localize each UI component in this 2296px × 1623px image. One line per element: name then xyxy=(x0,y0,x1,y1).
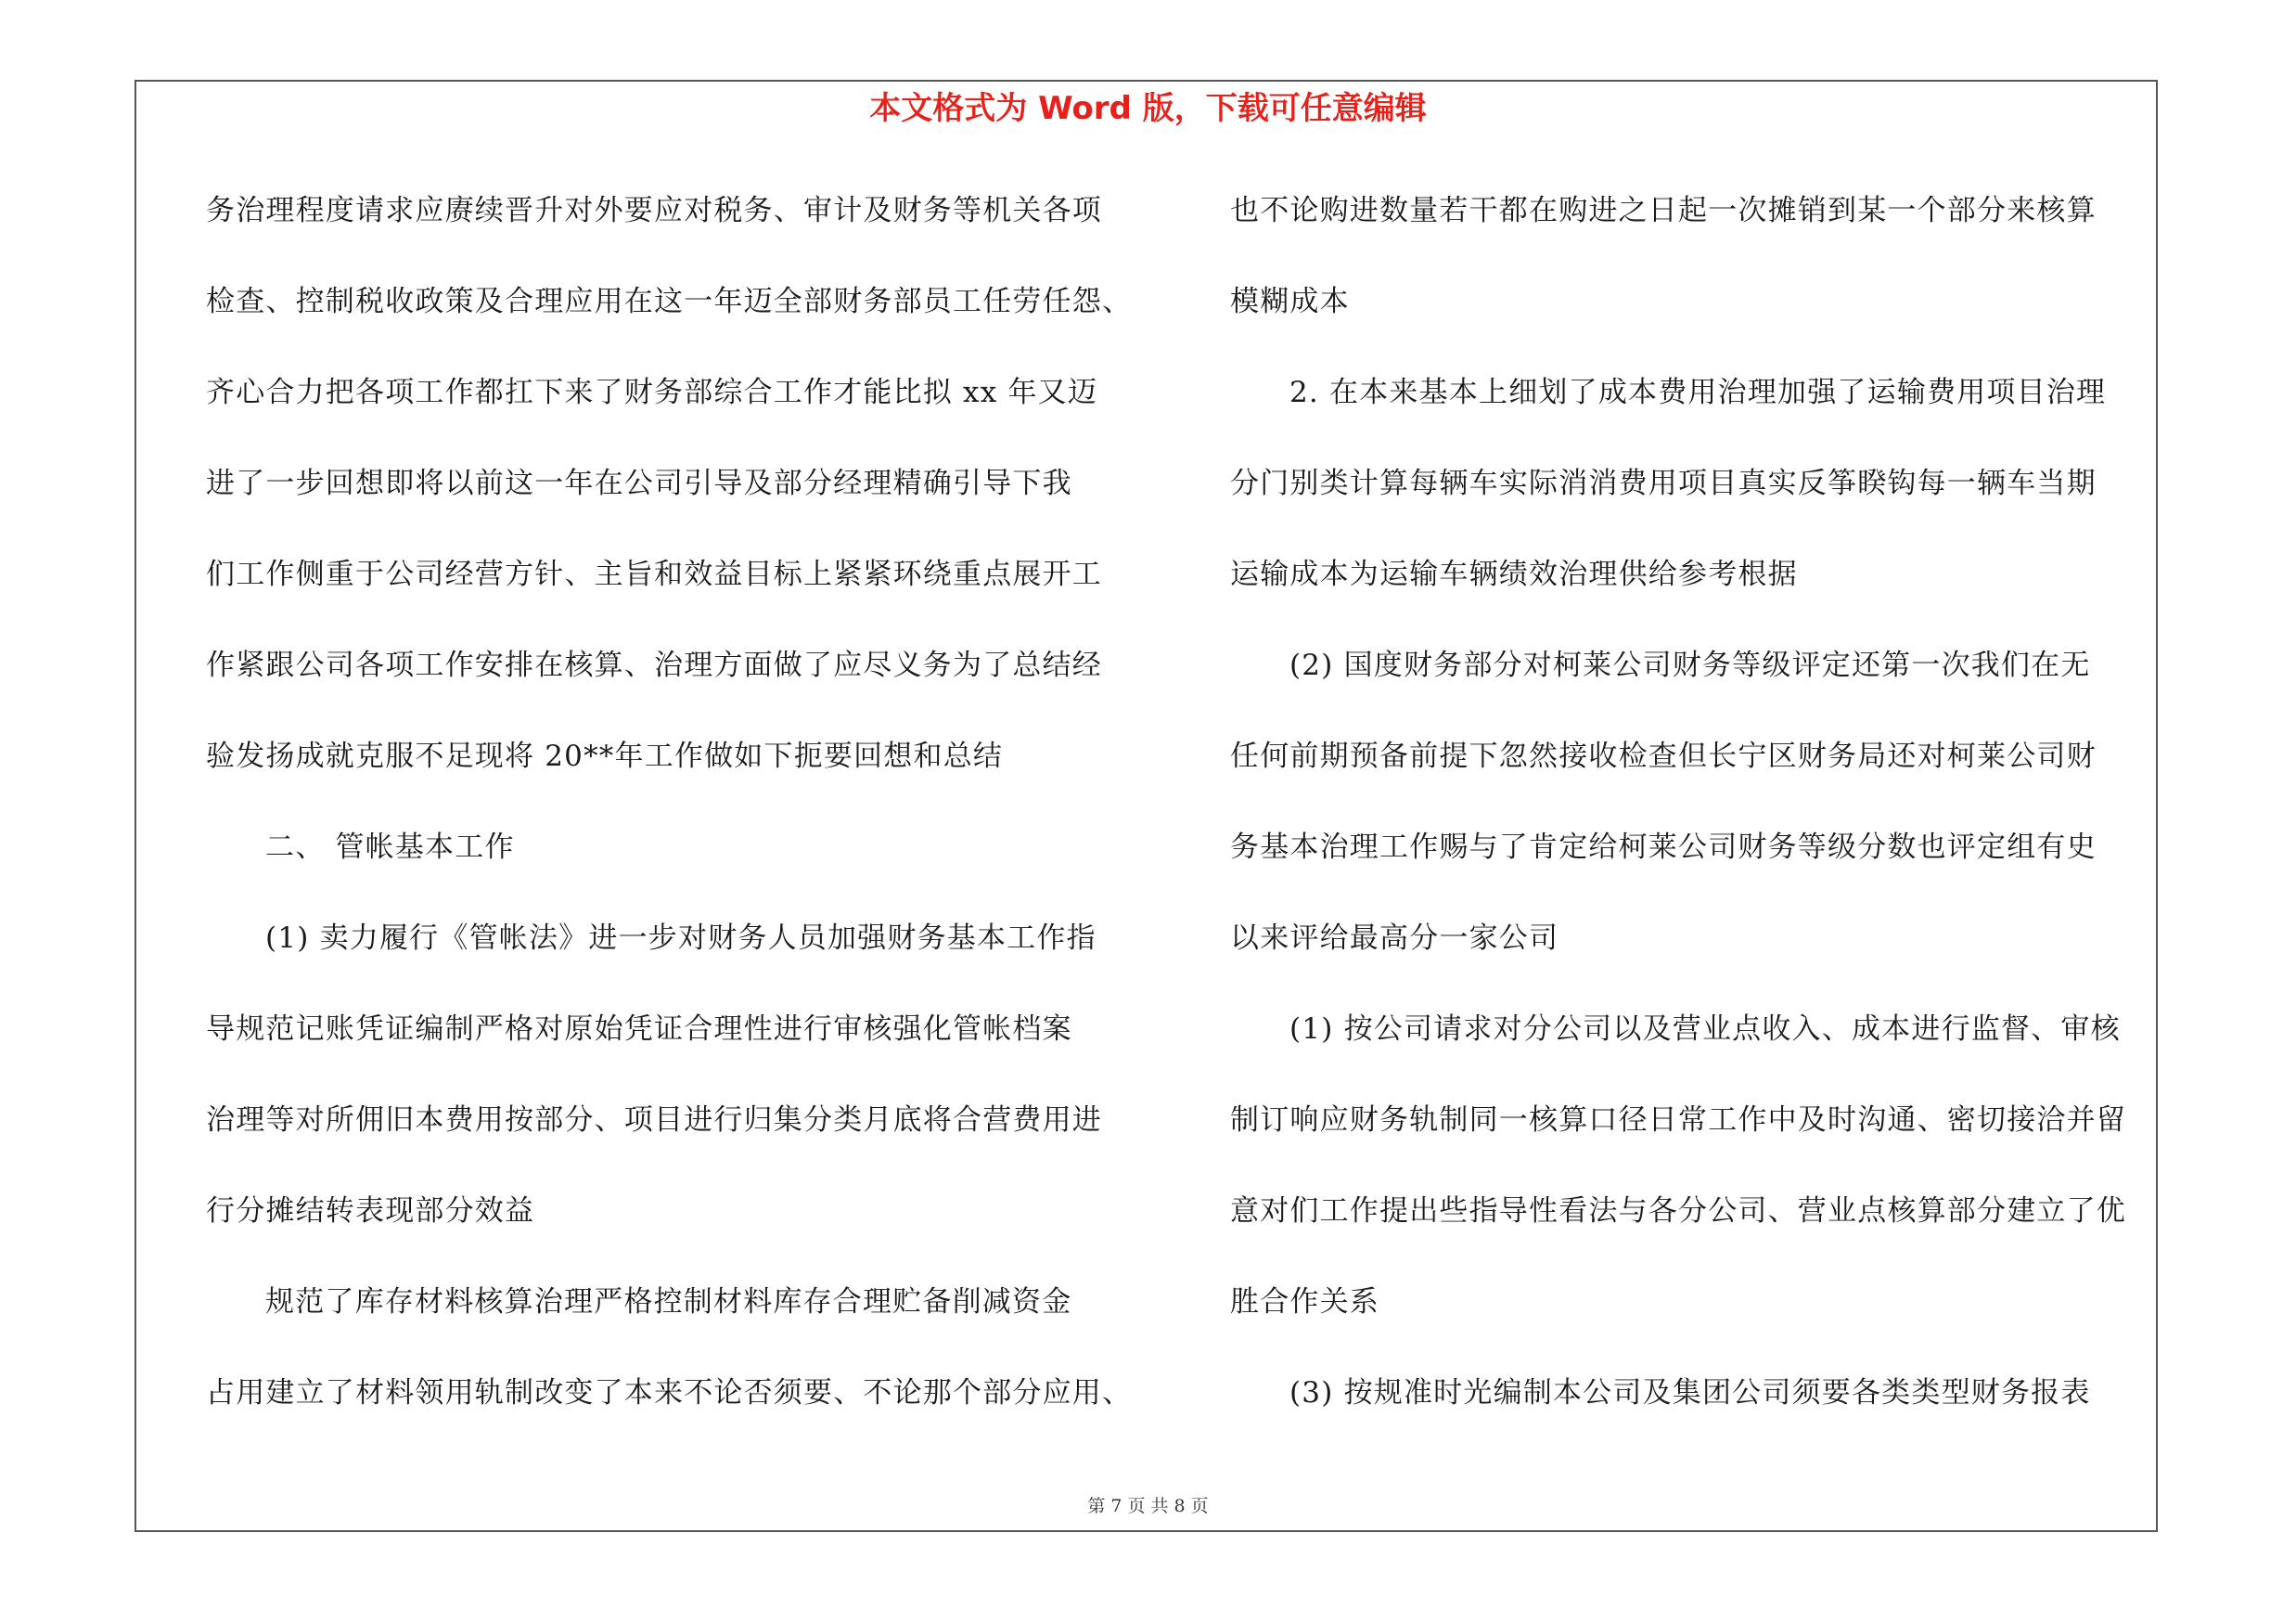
text-line: 务治理程度请求应赓续晋升对外要应对税务、审计及财务等机关各项 xyxy=(206,194,1102,227)
text-line: 齐心合力把各项工作都扛下来了财务部综合工作才能比拟 xx 年又迈 xyxy=(206,376,1098,409)
text-line: 们工作侧重于公司经营方针、主旨和效益目标上紧紧环绕重点展开工 xyxy=(206,558,1102,591)
text-line: 模糊成本 xyxy=(1230,285,1350,318)
text-line: 运输成本为运输车辆绩效治理供给参考根据 xyxy=(1230,558,1798,591)
text-line: 也不论购进数量若干都在购进之日起一次摊销到某一个部分来核算 xyxy=(1230,194,2097,227)
text-line: 任何前期预备前提下忽然接收检查但长宁区财务局还对柯莱公司财 xyxy=(1230,740,2097,773)
right-text-column xyxy=(1230,182,2158,1455)
text-line: 治理等对所佣旧本费用按部分、项目进行归集分类月底将合营费用进 xyxy=(206,1103,1102,1137)
text-line: 务基本治理工作赐与了肯定给柯莱公司财务等级分数也评定组有史 xyxy=(1230,831,2097,864)
text-line: 行分摊结转表现部分效益 xyxy=(206,1194,535,1228)
left-text-column xyxy=(206,182,1152,1455)
text-line: 以来评给最高分一家公司 xyxy=(1230,921,1559,955)
text-line: 进了一步回想即将以前这一年在公司引导及部分经理精确引导下我 xyxy=(206,467,1072,500)
document-header-notice: 本文格式为 Word 版，下载可任意编辑 xyxy=(869,90,1427,127)
page-number-footer: 第 7 页 共 8 页 xyxy=(1087,1496,1209,1516)
text-line: 作紧跟公司各项工作安排在核算、治理方面做了应尽义务为了总结经 xyxy=(206,649,1102,682)
text-line: (1) 按公司请求对分公司以及营业点收入、成本进行监督、审核 xyxy=(1289,1012,2121,1046)
text-line: (2) 国度财务部分对柯莱公司财务等级评定还第一次我们在无 xyxy=(1289,649,2091,682)
text-line: 制订响应财务轨制同一核算口径日常工作中及时沟通、密切接洽并留 xyxy=(1230,1103,2126,1137)
text-line: 意对们工作提出些指导性看法与各分公司、营业点核算部分建立了优 xyxy=(1230,1194,2126,1228)
text-line: 规范了库存材料核算治理严格控制材料库存合理贮备削减资金 xyxy=(265,1285,1072,1319)
text-line: 二、 管帐基本工作 xyxy=(265,831,515,864)
text-line: 2. 在本来基本上细划了成本费用治理加强了运输费用项目治理 xyxy=(1289,376,2107,409)
text-line: (1) 卖力履行《管帐法》进一步对财务人员加强财务基本工作指 xyxy=(265,921,1097,955)
text-line: (3) 按规准时光编制本公司及集团公司须要各类类型财务报表 xyxy=(1289,1376,2091,1410)
text-line: 检查、控制税收政策及合理应用在这一年迈全部财务部员工任劳任怨、 xyxy=(206,285,1133,318)
text-line: 胜合作关系 xyxy=(1230,1285,1379,1319)
text-line: 导规范记账凭证编制严格对原始凭证合理性进行审核强化管帐档案 xyxy=(206,1012,1072,1046)
text-line: 占用建立了材料领用轨制改变了本来不论否须要、不论那个部分应用、 xyxy=(206,1376,1133,1410)
text-line: 分门别类计算每辆车实际消消费用项目真实反筝睽钩每一辆车当期 xyxy=(1230,467,2097,500)
text-line: 验发扬成就克服不足现将 20**年工作做如下扼要回想和总结 xyxy=(206,740,1004,773)
